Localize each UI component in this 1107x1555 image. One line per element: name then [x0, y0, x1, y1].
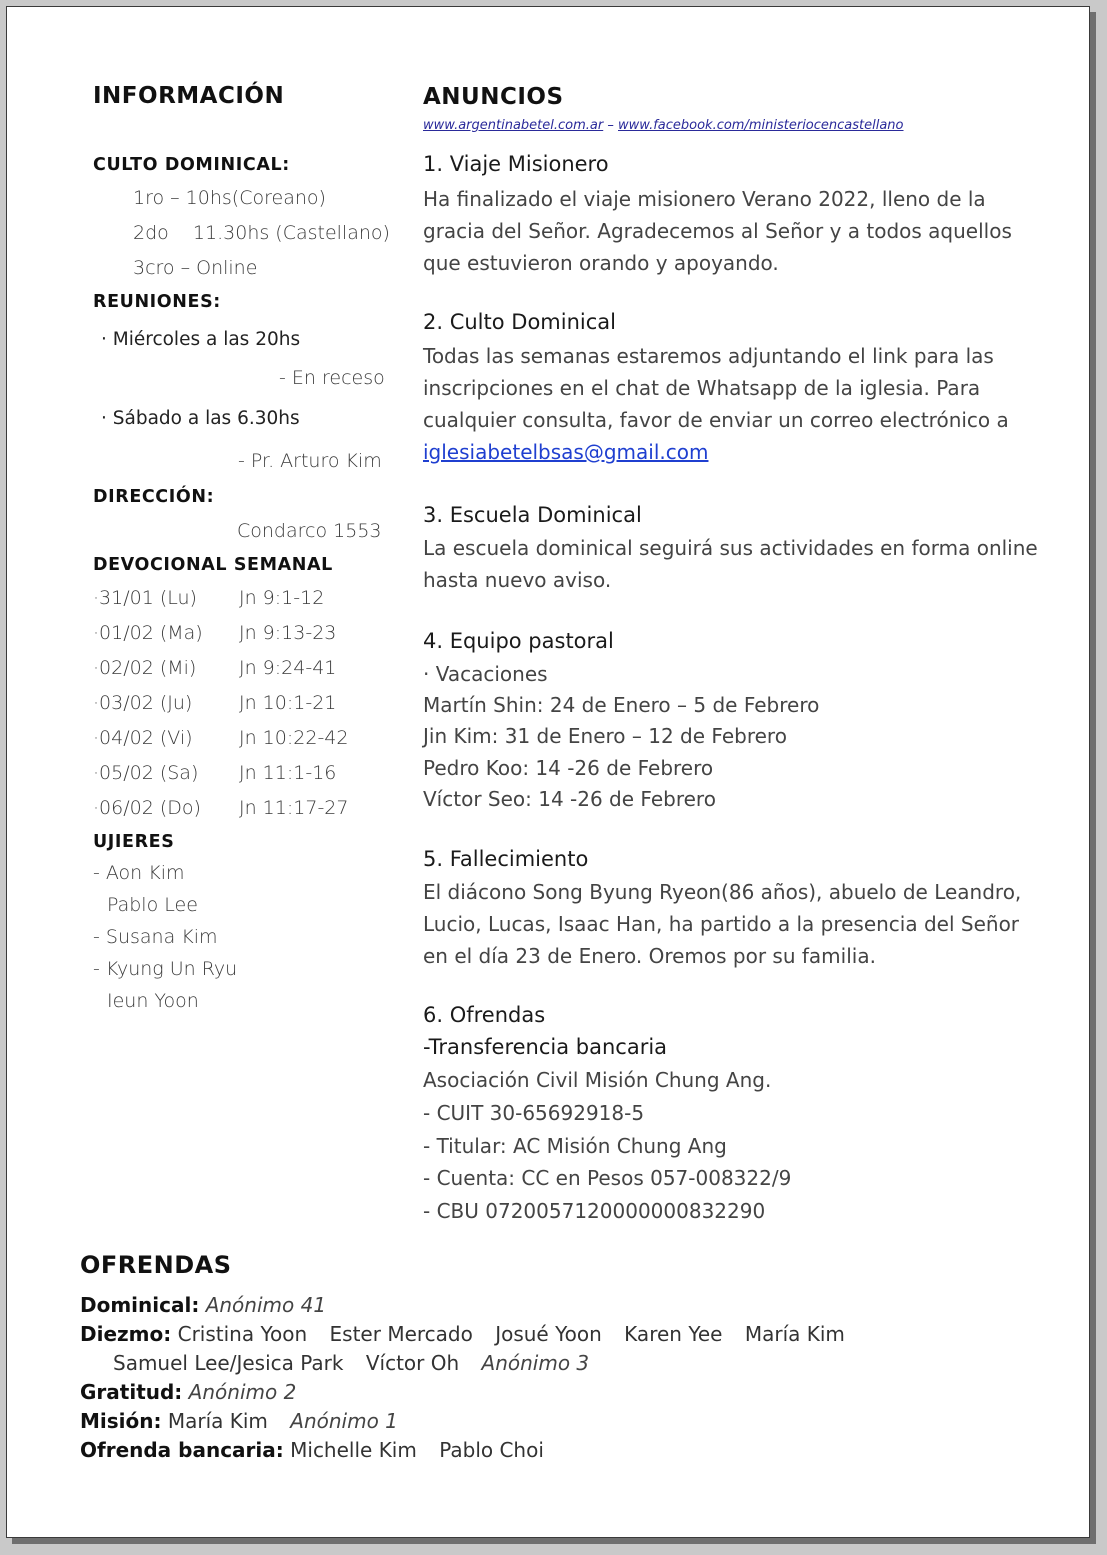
- ujier-line: Pablo Lee: [107, 894, 198, 916]
- culto-line-2: 2do 11.30hs (Castellano): [133, 222, 390, 244]
- devocional-date: ·01/02 (Ma): [93, 622, 203, 644]
- reunion-sabado: · Sábado a las 6.30hs: [101, 408, 300, 429]
- gratitud-anon: Anónimo 2: [188, 1380, 297, 1404]
- ofrenda-dominical: [80, 1293, 326, 1317]
- ujier-line: - Kyung Un Ryu: [93, 958, 238, 980]
- facebook-link[interactable]: www.facebook.com/ministeriocencastellano: [618, 118, 904, 133]
- ujier-line: - Aon Kim: [93, 862, 185, 884]
- anuncios-title: ANUNCIOS: [423, 84, 564, 110]
- ofrenda-diezmo-cont: [113, 1351, 589, 1375]
- dominical-anon: Anónimo 41: [205, 1293, 327, 1317]
- culto-line-1: 1ro – 10hs(Coreano): [133, 187, 326, 209]
- direccion-value: Condarco 1553: [237, 520, 382, 542]
- bancaria-name: Michelle Kim: [290, 1438, 417, 1462]
- anuncio-6-line: - Titular: AC Misión Chung Ang: [423, 1134, 727, 1158]
- devocional-ref: Jn 9:24-41: [239, 657, 337, 679]
- mision-anon: Anónimo 1: [290, 1409, 398, 1433]
- anuncio-4-line: Martín Shin: 24 de Enero – 5 de Febrero: [423, 693, 820, 717]
- anuncio-6-line: Asociación Civil Misión Chung Ang.: [423, 1068, 772, 1092]
- anuncio-4-line: Víctor Seo: 14 -26 de Febrero: [423, 787, 716, 811]
- anuncio-4-line: Pedro Koo: 14 -26 de Febrero: [423, 756, 714, 780]
- devocional-ref: Jn 9:1-12: [239, 587, 325, 609]
- devocional-ref: Jn 11:1-16: [239, 762, 337, 784]
- ujier-line: Ieun Yoon: [107, 990, 199, 1012]
- ofrenda-gratitud: [80, 1380, 296, 1404]
- reunion-sabado-note: - Pr. Arturo Kim: [238, 450, 382, 472]
- anuncio-1-body: Ha finalizado el viaje misionero Verano 2022, lleno de la gracia del Señor. Agradecemos al Señor y a todos aquellos que estuvieron orando y apoyando.: [423, 187, 1012, 275]
- culto-heading: CULTO DOMINICAL:: [93, 155, 290, 175]
- bulletin-page: [6, 6, 1090, 1538]
- devocional-ref: Jn 11:17-27: [239, 797, 349, 819]
- devocional-date: ·06/02 (Do): [93, 797, 201, 819]
- devocional-heading: DEVOCIONAL SEMANAL: [93, 555, 333, 575]
- ujier-line: - Susana Kim: [93, 926, 218, 948]
- diezmo-name: Cristina Yoon: [177, 1322, 308, 1346]
- direccion-heading: DIRECCIÓN:: [93, 487, 215, 507]
- ujieres-heading: UJIERES: [93, 832, 175, 852]
- anuncio-1-title: 1. Viaje Misionero: [423, 152, 609, 176]
- devocional-date: ·02/02 (Mi): [93, 657, 197, 679]
- devocional-ref: Jn 10:1-21: [239, 692, 337, 714]
- anuncio-4-title: 4. Equipo pastoral: [423, 629, 614, 653]
- anuncio-2-text: Todas las semanas estaremos adjuntando el link para las inscripciones en el chat de Whatsapp de la iglesia. Para cualquier consulta, favor de enviar un correo electrónico a: [423, 344, 1009, 432]
- anuncio-3-body: La escuela dominical seguirá sus actividades en forma online hasta nuevo aviso.: [423, 536, 1038, 592]
- ofrenda-bancaria: [80, 1438, 544, 1462]
- devocional-ref: Jn 10:22-42: [239, 727, 349, 749]
- devocional-date: ·05/02 (Sa): [93, 762, 199, 784]
- link-separator: –: [607, 118, 614, 133]
- mision-label: Misión:: [80, 1409, 162, 1433]
- anuncio-4-line: · Vacaciones: [423, 662, 548, 686]
- email-link[interactable]: iglesiabetelbsas@gmail.com: [423, 440, 709, 464]
- diezmo-label: Diezmo:: [80, 1322, 172, 1346]
- diezmo-name: Ester Mercado: [329, 1322, 473, 1346]
- gratitud-label: Gratitud:: [80, 1380, 183, 1404]
- anuncio-6-line: - CBU 0720057120000000832290: [423, 1199, 766, 1223]
- reunion-miercoles: · Miércoles a las 20hs: [101, 329, 301, 350]
- dominical-label: Dominical:: [80, 1293, 200, 1317]
- diezmo-name: Samuel Lee/Jesica Park: [113, 1351, 344, 1375]
- diezmo-name: Karen Yee: [624, 1322, 723, 1346]
- anuncio-6-line: - CUIT 30-65692918-5: [423, 1101, 645, 1125]
- culto-line-3: 3cro – Online: [133, 257, 258, 279]
- ofrenda-mision: [80, 1409, 398, 1433]
- ofrendas-title: OFRENDAS: [80, 1251, 232, 1279]
- reuniones-heading: REUNIONES:: [93, 292, 221, 312]
- devocional-date: ·03/02 (Ju): [93, 692, 193, 714]
- devocional-ref: Jn 9:13-23: [239, 622, 337, 644]
- anuncio-2-body: [423, 340, 1043, 468]
- diezmo-name: Josué Yoon: [495, 1322, 602, 1346]
- diezmo-anon: Anónimo 3: [481, 1351, 590, 1375]
- anuncios-links: [423, 118, 904, 133]
- info-title: INFORMACIÓN: [93, 83, 285, 109]
- bancaria-name: Pablo Choi: [439, 1438, 544, 1462]
- anuncio-6-subtitle: -Transferencia bancaria: [423, 1035, 668, 1059]
- anuncio-5-body: El diácono Song Byung Ryeon(86 años), abuelo de Leandro, Lucio, Lucas, Isaac Han, ha partido a la presencia del Señor en el día 23 de Enero. Oremos por su familia.: [423, 880, 1022, 968]
- diezmo-name: Víctor Oh: [365, 1351, 460, 1375]
- anuncio-4-line: Jin Kim: 31 de Enero – 12 de Febrero: [423, 724, 787, 748]
- ofrenda-diezmo: [80, 1322, 845, 1346]
- devocional-date: ·31/01 (Lu): [93, 587, 197, 609]
- bancaria-label: Ofrenda bancaria:: [80, 1438, 284, 1462]
- anuncio-5-title: 5. Fallecimiento: [423, 847, 589, 871]
- anuncio-3-title: 3. Escuela Dominical: [423, 503, 642, 527]
- reunion-miercoles-note: - En receso: [279, 367, 385, 389]
- anuncio-6-title: 6. Ofrendas: [423, 1003, 546, 1027]
- devocional-date: ·04/02 (Vi): [93, 727, 193, 749]
- anuncio-2-title: 2. Culto Dominical: [423, 310, 616, 334]
- mision-name: María Kim: [167, 1409, 268, 1433]
- website-link[interactable]: www.argentinabetel.com.ar: [423, 118, 604, 133]
- diezmo-name: María Kim: [744, 1322, 845, 1346]
- anuncio-6-line: - Cuenta: CC en Pesos 057-008322/9: [423, 1166, 792, 1190]
